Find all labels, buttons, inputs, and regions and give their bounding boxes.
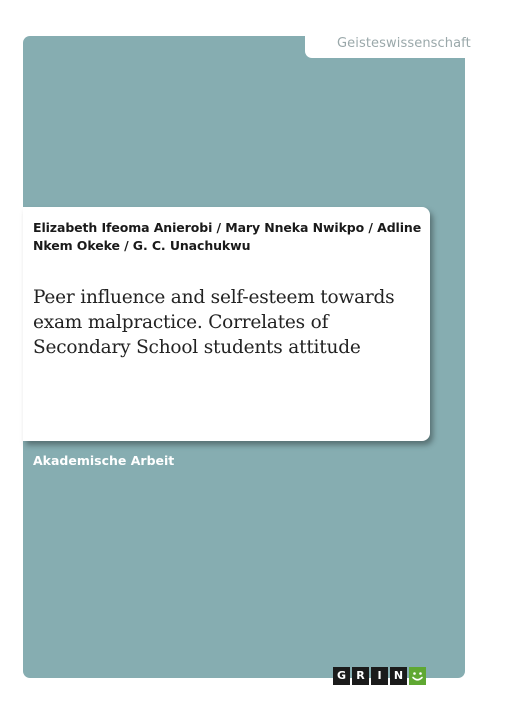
book-title: Peer influence and self-esteem towards exam malpractice. Correlates of Secondary School students attitude xyxy=(33,287,395,358)
grin-logo xyxy=(333,667,426,685)
logo-letter-i: I xyxy=(371,667,388,685)
logo-letter-g: G xyxy=(333,667,350,685)
document-type: Akademische Arbeit xyxy=(33,453,175,468)
category-label: Geisteswissenschaft xyxy=(337,36,471,51)
logo-letter-r: R xyxy=(352,667,369,685)
smile-icon xyxy=(409,667,426,685)
logo-letter-n: N xyxy=(390,667,407,685)
title-card xyxy=(23,207,430,441)
authors: Elizabeth Ifeoma Anierobi / Mary Nneka Nwikpo / Adline Nkem Okeke / G. C. Unachukwu xyxy=(33,220,422,253)
